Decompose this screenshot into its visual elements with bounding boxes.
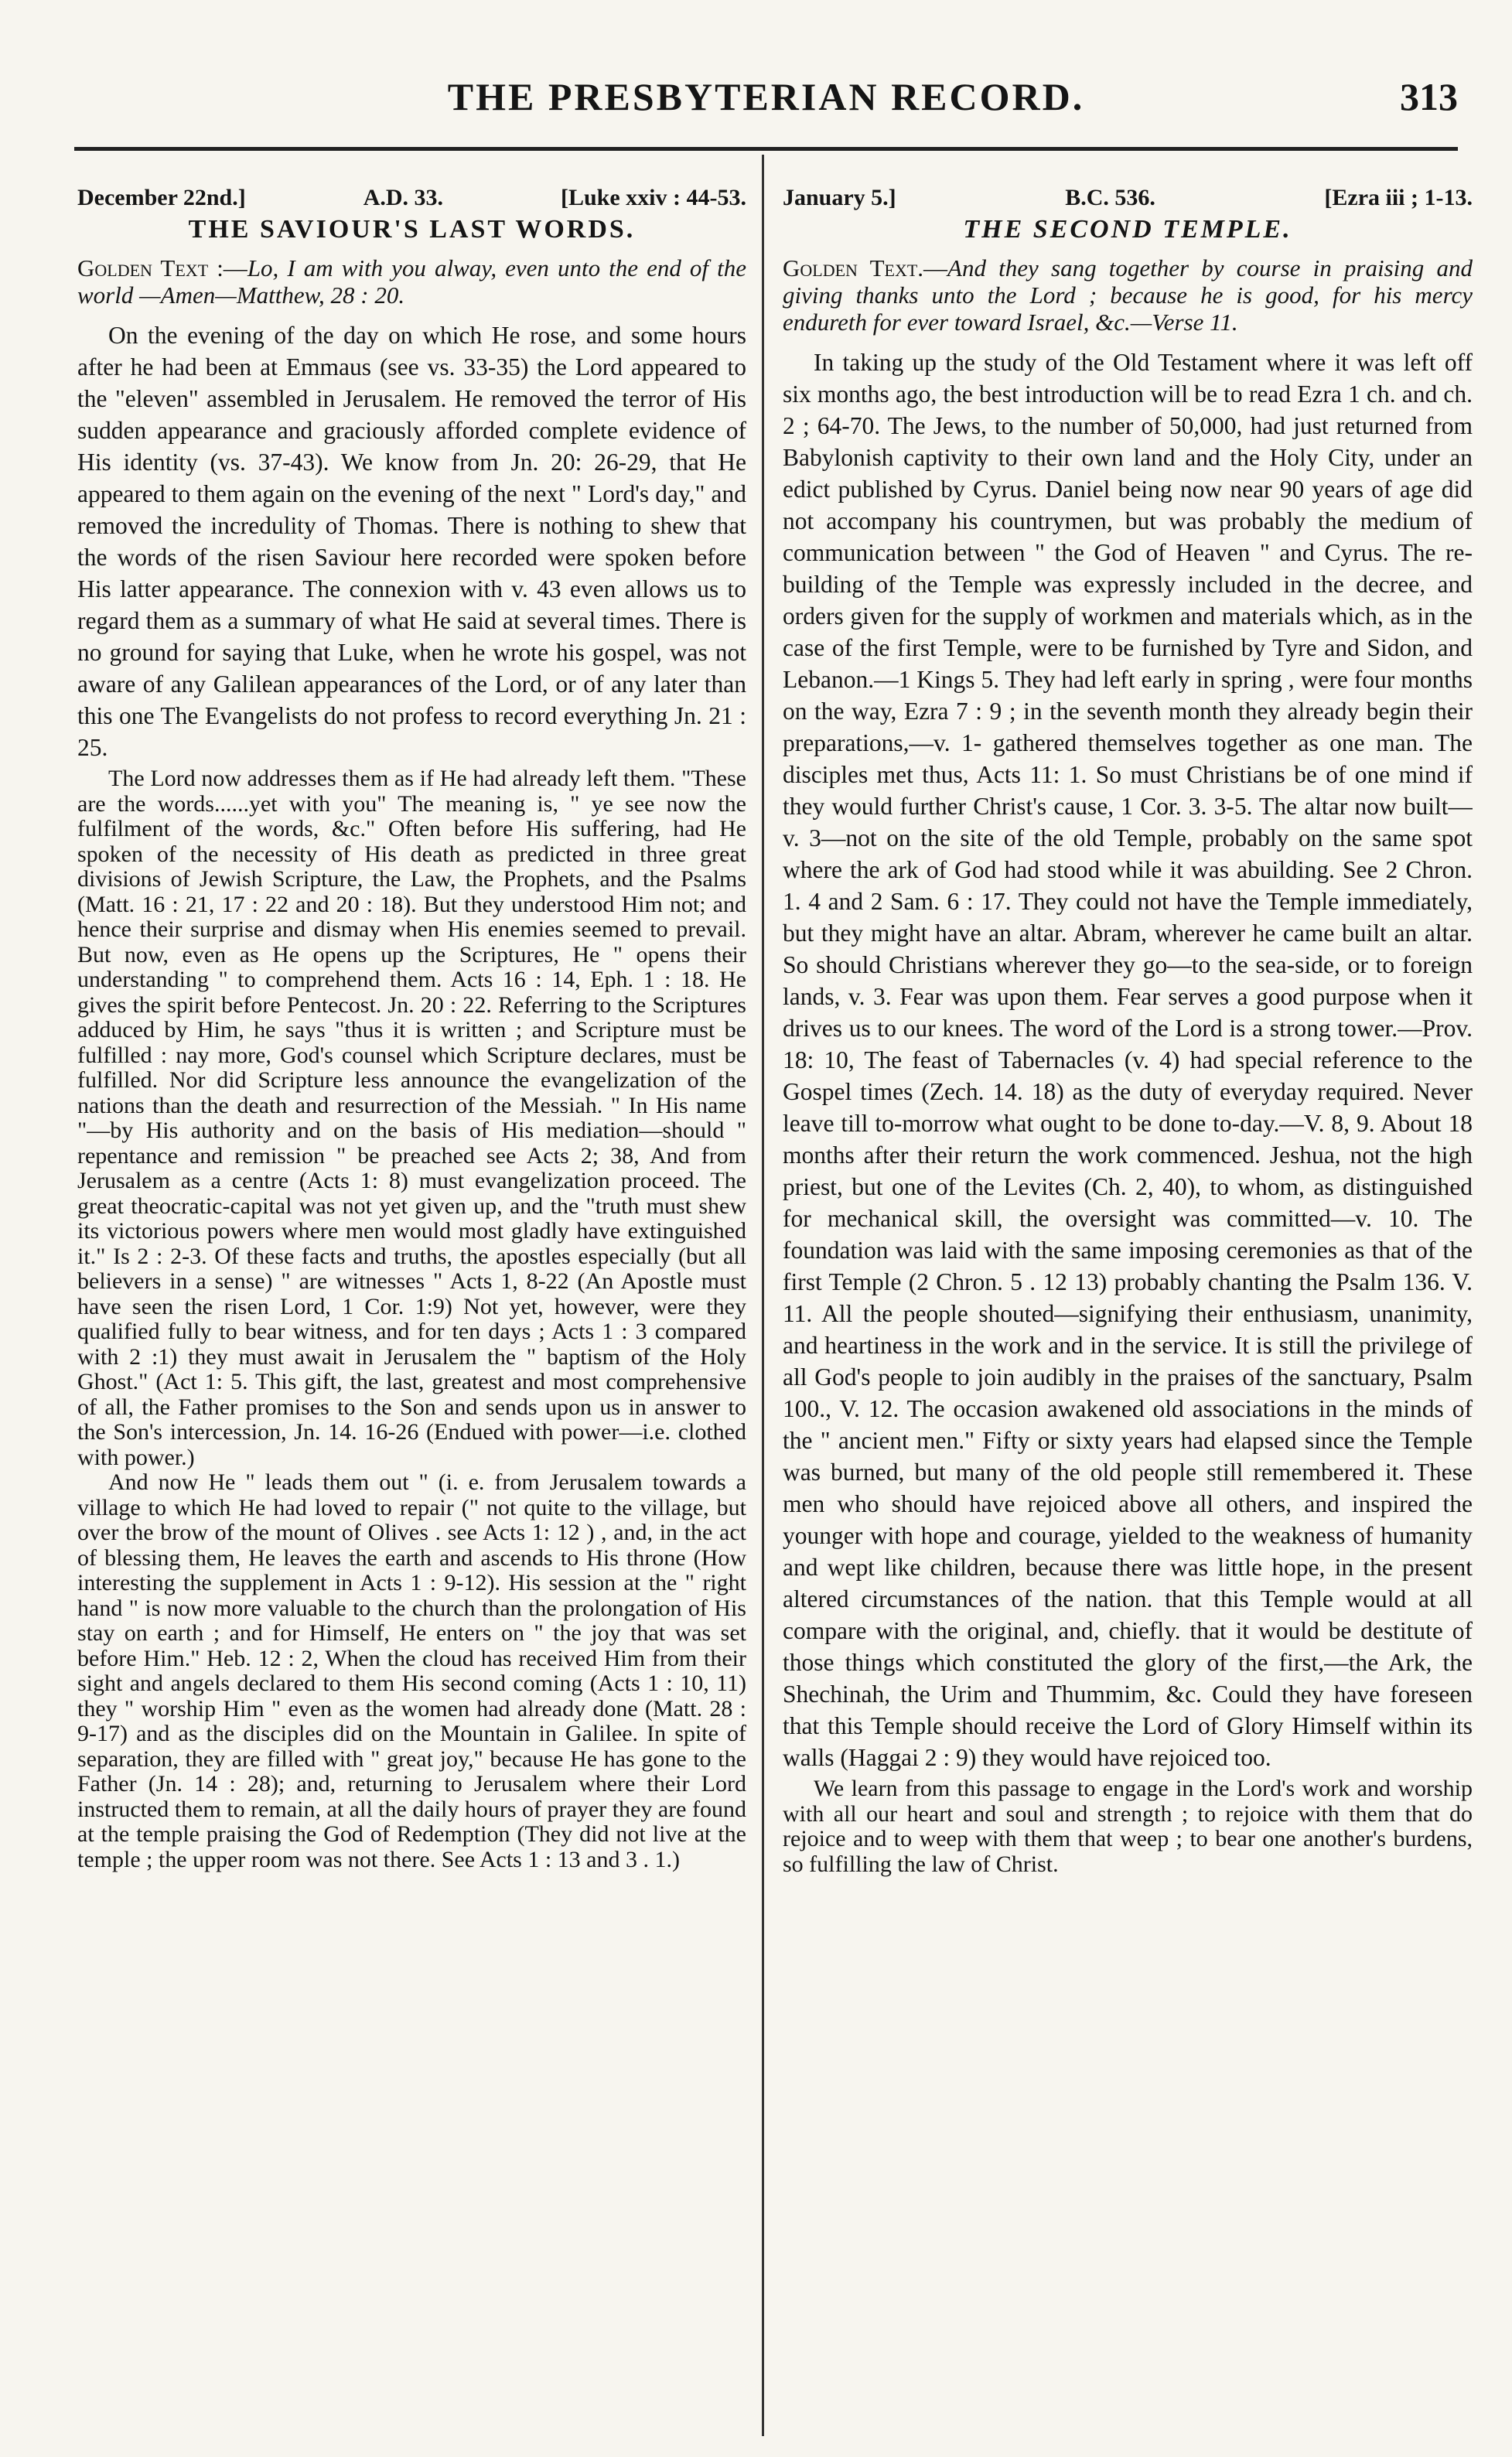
lesson-meta <box>783 184 1473 213</box>
left-column <box>77 184 746 2434</box>
lesson-year: A.D. 33. <box>363 185 444 210</box>
right-column <box>783 184 1473 2434</box>
body-paragraph: The Lord now addresses them as if He had already left them. "These are the words......yet with you" The meaning is, " ye see now the fulfilment of the words, &c." Often before His suffering, had He spoken of the necessity of His death as predicted in three great divisions of Jewish Scripture, the Law, the Prophets, and the Psalms (Matt. 16 : 21, 17 : 22 and 20 : 18). But they understood Him not; and hence their surprise and dismay when His enemies seemed to prevail. But now, even as He opens up the Scriptures, He " opens their understanding " to comprehend them. Acts 16 : 14, Eph. 1 : 18. He gives the spirit before Pentecost. Jn. 20 : 22. Referring to the Scriptures adduced by Him, he says "thus it is written ; and Scripture must be fulfilled : nay more, God's counsel which Scripture declares, must be fulfilled. Nor did Scripture less announce the evangelization of the nations than the death and resurrection of the Messiah. " In His name "—by His authority and on the basis of His mediation—should " repentance and remission " be preached see Acts 2; 38, And from Jerusalem as a centre (Acts 1: 8) must evangelization proceed. The great theocratic-capital was not yet given up, and the "truth must shew its victorious powers where men would most gladly have extinguished it." Is 2 : 2-3. Of these facts and truths, the apostles especially (but all believers in a sense) " are witnesses " Acts 1, 8-22 (An Apostle must have seen the risen Lord, 1 Cor. 1:9) Not yet, however, were they qualified fully to bear witness, and for ten days ; Acts 1 : 3 compared with 2 :1) they must await in Jerusalem the " baptism of the Holy Ghost." (Act 1: 5. This gift, the last, greatest and most comprehensive of all, the Father promises to the Son and sends upon us in answer to the Son's intercession, Jn. 14. 16-26 (Endued with power—i.e. clothed with power.) <box>77 766 746 1470</box>
body-paragraph: On the evening of the day on which He rose, and some hours after he had been at Emmaus (see vs. 33-35) the Lord appeared to the "eleven" assembled in Jerusalem. He removed the terror of His sudden appearance and graciously afforded complete evidence of His identity (vs. 37-43). We know from Jn. 20: 26-29, that He appeared to them again on the evening of the next " Lord's day," and removed the incredulity of Thomas. There is nothing to shew that the words of the risen Saviour here recorded were spoken before His latter appearance. The connexion with v. 43 even allows us to regard them as a summary of what He said at several times. There is no ground for saying that Luke, when he wrote his gospel, was not aware of any Galilean appearances of the Lord, or of any later than this one The Evangelists do not profess to record everything Jn. 21 : 25. <box>77 322 746 761</box>
column-divider <box>762 155 764 2436</box>
body-paragraph: We learn from this passage to engage in the Lord's work and worship with all our heart and soul and strength ; to rejoice with them that do rejoice and to weep with them that weep ; to bear one another's burdens, so fulfilling the law of Christ. <box>783 1776 1473 1877</box>
page-number: 313 <box>1400 75 1458 118</box>
body-paragraph: And now He " leads them out " (i. e. from Jerusalem towards a village to which He had loved to repair (" not quite to the village, but over the brow of the mount of Olives . see Acts 1: 12 ) , and, in the act of blessing them, He leaves the earth and ascends to His throne (How interesting the supplement in Acts 1 : 9-12). His session at the " right hand " is now more valuable to the church than the prolongation of His stay on earth ; and for Himself, He enters on " the joy that was set before Him." Heb. 12 : 2, When the cloud has received Him from their sight and angels declared to them His second coming (Acts 1 : 10, 11) they " worship Him " even as the women had already done (Matt. 28 : 9-17) and as the disciples did on the Mountain in Galilee. In spite of separation, they are filled with " great joy," because He has gone to the Father (Jn. 14 : 28); and, returning to Jerusalem where their Lord instructed them to remain, at all the daily hours of prayer they are found at the temple praising the God of Redemption (They did not live at the temple ; the upper room was not there. See Acts 1 : 13 and 3 . 1.) <box>77 1469 746 1872</box>
body-paragraph: In taking up the study of the Old Testament where it was left off six months ago, the best introduction will be to read Ezra 1 ch. and ch. 2 ; 64-70. The Jews, to the number of 50,000, had just returned from Babylonish captivity to their own land and the Holy City, under an edict published by Cyrus. Daniel being now near 90 years of age did not accompany his countrymen, but was probably the medium of communication between " the God of Heaven " and Cyrus. The re-building of the Temple was expressly included in the decree, and orders given for the supply of workmen and materials which, as in the case of the first Temple, were to be furnished by Tyre and Sidon, and Lebanon.—1 Kings 5. They had left early in spring , were four months on the way, Ezra 7 : 9 ; in the seventh month they already begin their preparations,—v. 1- gathered themselves together as one man. The disciples met thus, Acts 11: 1. So must Christians be of one mind if they would further Christ's cause, 1 Cor. 3. 3-5. The altar now built—v. 3—not on the site of the old Temple, probably on the same spot where the ark of God had stood while it was abuilding. See 2 Chron. 1. 4 and 2 Sam. 6 : 17. They could not have the Temple immediately, but they might have an altar. Abram, wherever he came built an altar. So should Christians wherever they go—to the sea-side, or to foreign lands, v. 3. Fear was upon them. Fear serves a good purpose when it drives us to our knees. The word of the Lord is a strong tower.—Prov. 18: 10, The feast of Tabernacles (v. 4) had special reference to the Gospel times (Zech. 14. 18) as the duty of everyday required. Never leave till to-morrow what ought to be done to-day.—V. 8, 9. About 18 months after their return the work commenced. Jeshua, not the high priest, but one of the Levites (Ch. 2, 40), to whom, as distinguished for mechanical skill, the oversight was committed—v. 10. The foundation was laid with the same imposing ceremonies as that of the first Temple (2 Chron. 5 . 12 13) probably chanting the Psalm 136. V. 11. All the people shouted—signifying their enthusiasm, unanimity, and heartiness in the work and in the service. It is still the privilege of all God's people to join audibly in the praises of the sanctuary, Psalm 100., V. 12. The occasion awakened old associations in the minds of the " ancient men." Fifty or sixty years had elapsed since the Temple was burned, but many of the old people still remembered it. These men who should have rejoiced above all others, and inspired the younger with hope and courage, yielded to the weakness of humanity and wept like children, because there was little hope, in the present altered circumstances of the nation. that this Temple would at all compare with the original, and, chiefly. that it would be destitute of those things which constituted the glory of the first,—the Ark, the Shechinah, the Urim and Thummim, &c. Could they have foreseen that this Temple should receive the Lord of Glory Himself within its walls (Haggai 2 : 9) they would have rejoiced too. <box>783 349 1473 1771</box>
header-rule <box>74 147 1458 151</box>
publication-title: THE PRESBYTERIAN RECORD. <box>447 75 1085 118</box>
lesson-title: THE SAVIOUR'S LAST WORDS. <box>188 214 636 244</box>
lesson-reference: [Ezra iii ; 1-13. <box>1324 185 1473 210</box>
golden-text-body: Lo, I am with you alway, even unto the end of the world —Amen—Matthew, 28 : 20. <box>77 254 746 309</box>
golden-text-label: Golden Text :— <box>77 254 247 282</box>
golden-text <box>783 254 1473 336</box>
page-header <box>74 74 1458 139</box>
golden-text-label: Golden Text.— <box>783 254 948 282</box>
lesson-year: B.C. 536. <box>1065 185 1155 210</box>
lesson-title: THE SECOND TEMPLE. <box>963 214 1292 244</box>
golden-text <box>77 254 746 309</box>
lesson-reference: [Luke xxiv : 44-53. <box>560 185 746 210</box>
lesson-date: December 22nd.] <box>77 185 246 210</box>
lesson-date: January 5.] <box>783 185 896 210</box>
golden-text-body: And they sang together by course in praising and giving thanks unto the Lord ; because he is good, for his mercy endureth for ever toward Israel, &c.—Verse 11. <box>783 254 1473 336</box>
lesson-meta <box>77 184 746 213</box>
